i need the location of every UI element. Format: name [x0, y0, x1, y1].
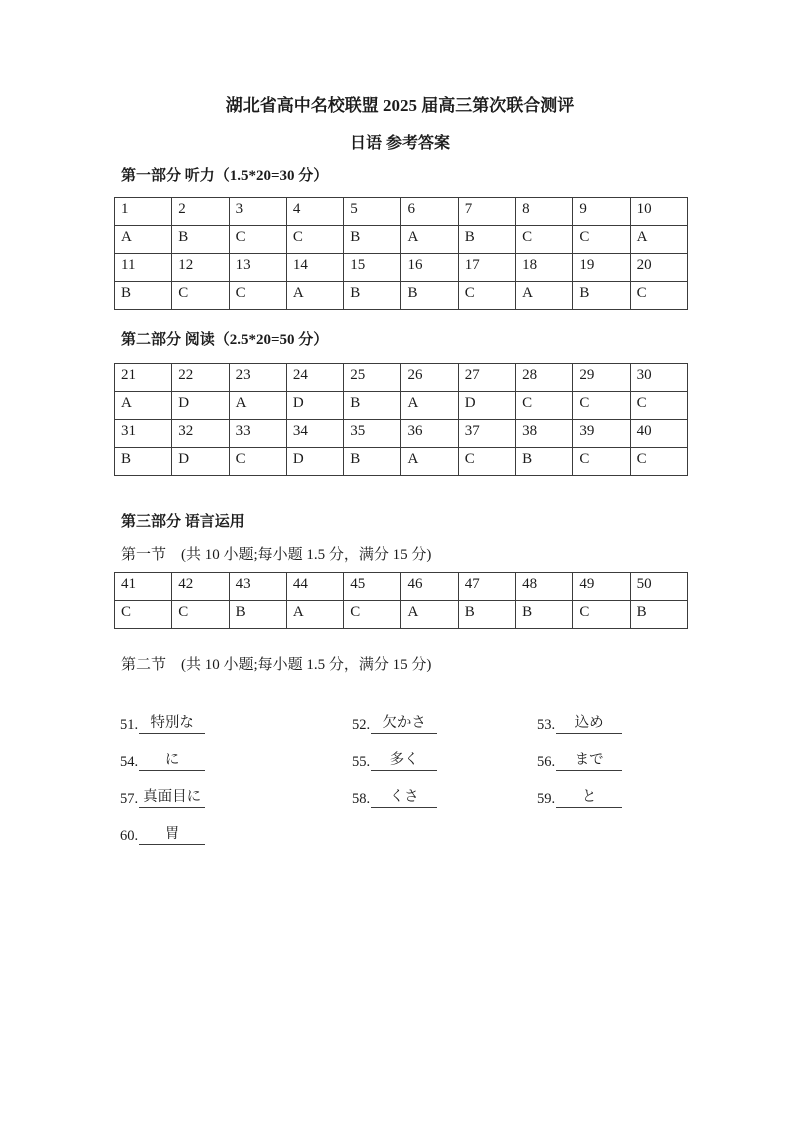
answer-cell: C — [573, 392, 630, 420]
answer-cell: A — [516, 282, 573, 310]
fill-in-answer: 多く — [371, 748, 437, 771]
answer-cell: 19 — [573, 254, 630, 282]
answer-cell: A — [630, 226, 687, 254]
table-row — [115, 198, 688, 226]
answer-cell: 7 — [458, 198, 515, 226]
page-title: 湖北省高中名校联盟 2025 届高三第次联合测评 — [225, 96, 575, 115]
table-row — [115, 226, 688, 254]
answer-cell: D — [458, 392, 515, 420]
section1-note: 第一节 (共 10 小题;每小题 1.5 分，满分 15 分) — [121, 547, 432, 563]
table-row — [115, 420, 688, 448]
answer-cell: D — [172, 448, 229, 476]
answer-cell: A — [401, 226, 458, 254]
answer-cell: B — [115, 282, 172, 310]
table-row — [115, 392, 688, 420]
answer-cell: B — [401, 282, 458, 310]
answer-cell: 28 — [516, 364, 573, 392]
answer-cell: C — [115, 601, 172, 629]
answer-cell: 5 — [344, 198, 401, 226]
fill-in-answer: 真面目に — [139, 785, 205, 808]
answer-cell: 12 — [172, 254, 229, 282]
answer-cell: B — [344, 448, 401, 476]
answer-cell: C — [630, 282, 687, 310]
answer-cell: 37 — [458, 420, 515, 448]
fill-in-answers — [114, 708, 688, 847]
answer-cell: 24 — [286, 364, 343, 392]
answer-cell: A — [401, 601, 458, 629]
section2-note: 第二节 (共 10 小题;每小题 1.5 分，满分 15 分) — [121, 657, 432, 673]
answer-cell: 46 — [401, 573, 458, 601]
answer-cell: B — [458, 226, 515, 254]
answer-cell: B — [573, 282, 630, 310]
fill-in-number: 57. — [120, 791, 139, 807]
answer-cell: C — [458, 448, 515, 476]
fill-in-number: 54. — [120, 754, 139, 770]
answer-cell: 10 — [630, 198, 687, 226]
table-row — [115, 573, 688, 601]
answer-cell: 36 — [401, 420, 458, 448]
answer-cell: D — [172, 392, 229, 420]
answer-cell: C — [229, 226, 286, 254]
answer-cell: 22 — [172, 364, 229, 392]
fill-in-answer: 欠かさ — [371, 711, 437, 734]
answer-cell: 13 — [229, 254, 286, 282]
answer-cell: 23 — [229, 364, 286, 392]
fill-in-item — [120, 745, 352, 773]
answer-cell: 42 — [172, 573, 229, 601]
answer-table-listening — [114, 197, 688, 310]
answer-cell: B — [344, 282, 401, 310]
fill-in-item — [537, 708, 688, 736]
answer-cell: C — [630, 448, 687, 476]
table-row — [115, 254, 688, 282]
fill-in-number: 53. — [537, 717, 556, 733]
answer-cell: 33 — [229, 420, 286, 448]
answer-cell: A — [286, 282, 343, 310]
fill-in-item — [352, 708, 537, 736]
table-row — [115, 282, 688, 310]
answer-cell: 9 — [573, 198, 630, 226]
answer-cell: B — [516, 601, 573, 629]
answer-cell: B — [516, 448, 573, 476]
answer-cell: 48 — [516, 573, 573, 601]
answer-cell: C — [344, 601, 401, 629]
answer-cell: 47 — [458, 573, 515, 601]
answer-table-reading — [114, 363, 688, 476]
answer-cell: 35 — [344, 420, 401, 448]
section-heading-language-use: 第三部分 语言运用 — [121, 514, 245, 530]
answer-table-language-use — [114, 572, 688, 629]
answer-cell: 30 — [630, 364, 687, 392]
fill-in-answer: くさ — [371, 785, 437, 808]
table-row — [115, 601, 688, 629]
fill-in-number: 56. — [537, 754, 556, 770]
answer-cell: B — [344, 226, 401, 254]
table-row — [115, 364, 688, 392]
answer-cell: 15 — [344, 254, 401, 282]
answer-cell: 40 — [630, 420, 687, 448]
answer-cell: C — [573, 601, 630, 629]
answer-cell: 31 — [115, 420, 172, 448]
answer-cell: C — [229, 448, 286, 476]
answer-cell: 45 — [344, 573, 401, 601]
fill-in-answer: に — [139, 748, 205, 771]
answer-cell: 49 — [573, 573, 630, 601]
answer-cell: B — [172, 226, 229, 254]
answer-cell: 16 — [401, 254, 458, 282]
answer-cell: A — [115, 392, 172, 420]
fill-in-item — [120, 819, 352, 847]
answer-cell: 20 — [630, 254, 687, 282]
fill-in-item — [537, 782, 688, 810]
page-subtitle: 日语 参考答案 — [349, 135, 450, 152]
answer-cell: 4 — [286, 198, 343, 226]
answer-cell: 50 — [630, 573, 687, 601]
answer-cell: 21 — [115, 364, 172, 392]
answer-cell: D — [286, 392, 343, 420]
answer-cell: A — [401, 448, 458, 476]
answer-cell: B — [630, 601, 687, 629]
answer-cell: 41 — [115, 573, 172, 601]
answer-cell: 44 — [286, 573, 343, 601]
fill-in-number: 60. — [120, 828, 139, 844]
fill-in-answer: と — [556, 785, 622, 808]
answer-cell: 39 — [573, 420, 630, 448]
section-heading-reading: 第二部分 阅读（2.5*20=50 分） — [121, 332, 329, 348]
fill-in-number: 51. — [120, 717, 139, 733]
answer-cell: 17 — [458, 254, 515, 282]
answer-cell: 3 — [229, 198, 286, 226]
answer-cell: 29 — [573, 364, 630, 392]
answer-cell: A — [286, 601, 343, 629]
answer-cell: C — [286, 226, 343, 254]
answer-cell: 25 — [344, 364, 401, 392]
fill-in-item — [352, 782, 537, 810]
answer-cell: 26 — [401, 364, 458, 392]
answer-cell: 2 — [172, 198, 229, 226]
table-row — [115, 448, 688, 476]
section-heading-listening: 第一部分 听力（1.5*20=30 分） — [121, 168, 329, 184]
answer-cell: C — [172, 282, 229, 310]
answer-cell: C — [630, 392, 687, 420]
fill-in-number: 59. — [537, 791, 556, 807]
fill-in-number: 52. — [352, 717, 371, 733]
answer-cell: A — [401, 392, 458, 420]
answer-cell: C — [573, 448, 630, 476]
answer-cell: A — [115, 226, 172, 254]
answer-cell: 6 — [401, 198, 458, 226]
answer-cell: 27 — [458, 364, 515, 392]
answer-cell: C — [573, 226, 630, 254]
answer-cell: A — [229, 392, 286, 420]
answer-cell: 11 — [115, 254, 172, 282]
answer-cell: C — [516, 226, 573, 254]
answer-cell: B — [229, 601, 286, 629]
fill-in-item — [120, 708, 352, 736]
answer-cell: C — [172, 601, 229, 629]
fill-in-number: 58. — [352, 791, 371, 807]
fill-in-answer: 特別な — [139, 711, 205, 734]
answer-cell: 32 — [172, 420, 229, 448]
answer-cell: 18 — [516, 254, 573, 282]
answer-cell: 43 — [229, 573, 286, 601]
answer-cell: C — [458, 282, 515, 310]
fill-in-answer: 胃 — [139, 822, 205, 845]
answer-cell: C — [229, 282, 286, 310]
fill-in-item — [120, 782, 352, 810]
answer-cell: C — [516, 392, 573, 420]
answer-cell: B — [344, 392, 401, 420]
fill-in-answer: まで — [556, 748, 622, 771]
document-content — [114, 168, 688, 847]
fill-in-item — [537, 745, 688, 773]
fill-in-number: 55. — [352, 754, 371, 770]
answer-cell: B — [458, 601, 515, 629]
answer-cell: 1 — [115, 198, 172, 226]
answer-cell: 8 — [516, 198, 573, 226]
answer-cell: 38 — [516, 420, 573, 448]
fill-in-answer: 込め — [556, 711, 622, 734]
answer-cell: B — [115, 448, 172, 476]
answer-cell: 14 — [286, 254, 343, 282]
answer-cell: 34 — [286, 420, 343, 448]
answer-cell: D — [286, 448, 343, 476]
fill-in-item — [352, 745, 537, 773]
